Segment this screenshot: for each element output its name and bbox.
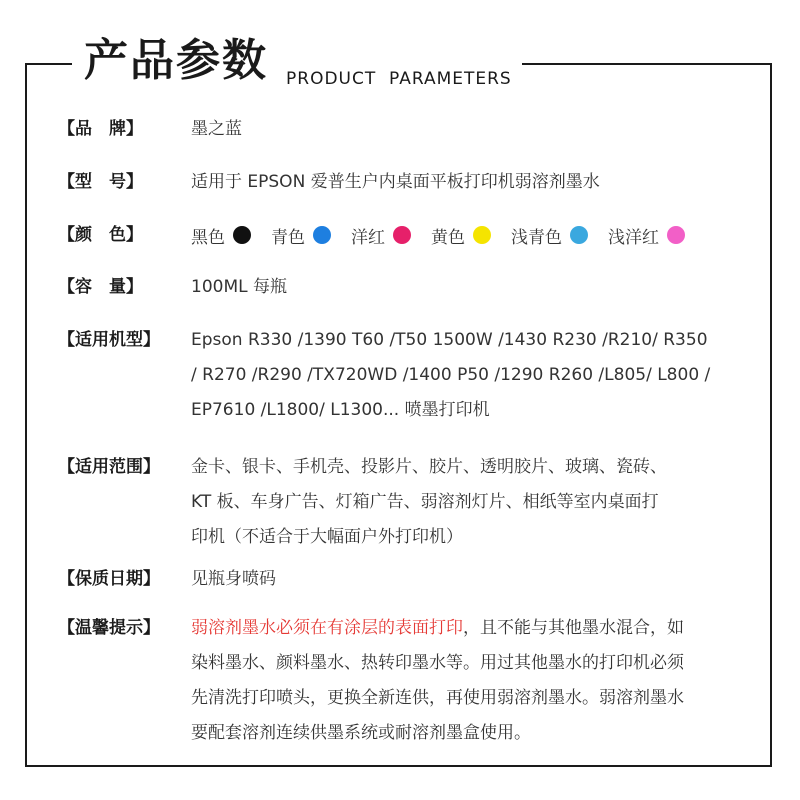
color-dot-magenta <box>393 226 411 244</box>
models-line: / R270 /R290 /TX720WD /1400 P50 /1290 R260 /L805/ L800 / <box>191 365 711 385</box>
row-tips <box>58 611 758 751</box>
color-name: 黄色 <box>431 227 465 248</box>
color-dot-yellow <box>473 226 491 244</box>
row-color <box>58 218 758 252</box>
scope-value <box>191 450 758 555</box>
row-brand <box>58 112 758 147</box>
tips-line: 先清洗打印喷头，更换全新连供，再使用弱溶剂墨水。弱溶剂墨水 <box>191 688 684 708</box>
row-model <box>58 165 758 200</box>
color-item-magenta <box>351 223 411 248</box>
tips-line: 染料墨水、颜料墨水、热转印墨水等。用过其他墨水的打印机必须 <box>191 653 684 673</box>
color-item-light-magenta <box>608 223 685 248</box>
page-subtitle: PRODUCT PARAMETERS <box>286 69 512 89</box>
color-item-black <box>191 223 251 248</box>
model-label: 【型 号】 <box>58 172 143 192</box>
color-label: 【颜 色】 <box>58 225 143 245</box>
color-dot-cyan <box>313 226 331 244</box>
color-name: 浅洋红 <box>608 227 659 248</box>
tips-line: 要配套溶剂连续供墨系统或耐溶剂墨盒使用。 <box>191 723 531 743</box>
capacity-value: 100ML 每瓶 <box>191 277 287 297</box>
color-name: 洋红 <box>351 227 385 248</box>
color-name: 青色 <box>271 227 305 248</box>
color-dot-black <box>233 226 251 244</box>
scope-line: 印机（不适合于大幅面户外打印机） <box>191 527 463 547</box>
color-dot-light-cyan <box>570 226 588 244</box>
row-compatible-models <box>58 323 758 428</box>
page-title: 产品参数 <box>84 35 268 86</box>
scope-line: 金卡、银卡、手机壳、投影片、胶片、透明胶片、玻璃、瓷砖、 <box>191 457 667 477</box>
tips-warning: 弱溶剂墨水必须在有涂层的表面打印 <box>191 618 463 638</box>
tips-line-rest: ，且不能与其他墨水混合，如 <box>463 618 684 638</box>
models-value <box>191 323 758 428</box>
color-name: 黑色 <box>191 227 225 248</box>
capacity-label: 【容 量】 <box>58 277 143 297</box>
tips-value <box>191 611 758 751</box>
row-shelf-life <box>58 562 758 597</box>
scope-line: KT 板、车身广告、灯箱广告、弱溶剂灯片、相纸等室内桌面打 <box>191 492 659 512</box>
models-line: EP7610 /L1800/ L1300... 喷墨打印机 <box>191 400 490 420</box>
color-item-cyan <box>271 223 331 248</box>
model-value: 适用于 EPSON 爱普生户内桌面平板打印机弱溶剂墨水 <box>191 172 600 192</box>
color-list <box>191 218 705 252</box>
models-label: 【适用机型】 <box>58 330 160 350</box>
row-capacity <box>58 270 758 305</box>
header <box>72 30 522 92</box>
color-item-light-cyan <box>511 223 588 248</box>
tips-label: 【温馨提示】 <box>58 618 160 638</box>
tips-line <box>191 611 758 646</box>
shelf-value: 见瓶身喷码 <box>191 569 276 589</box>
color-item-yellow <box>431 223 491 248</box>
brand-value: 墨之蓝 <box>191 119 242 139</box>
scope-label: 【适用范围】 <box>58 457 160 477</box>
brand-label: 【品 牌】 <box>58 119 143 139</box>
shelf-label: 【保质日期】 <box>58 569 160 589</box>
color-name: 浅青色 <box>511 227 562 248</box>
models-line: Epson R330 /1390 T60 /T50 1500W /1430 R230 /R210/ R350 <box>191 330 708 350</box>
row-scope <box>58 450 758 555</box>
color-dot-light-magenta <box>667 226 685 244</box>
